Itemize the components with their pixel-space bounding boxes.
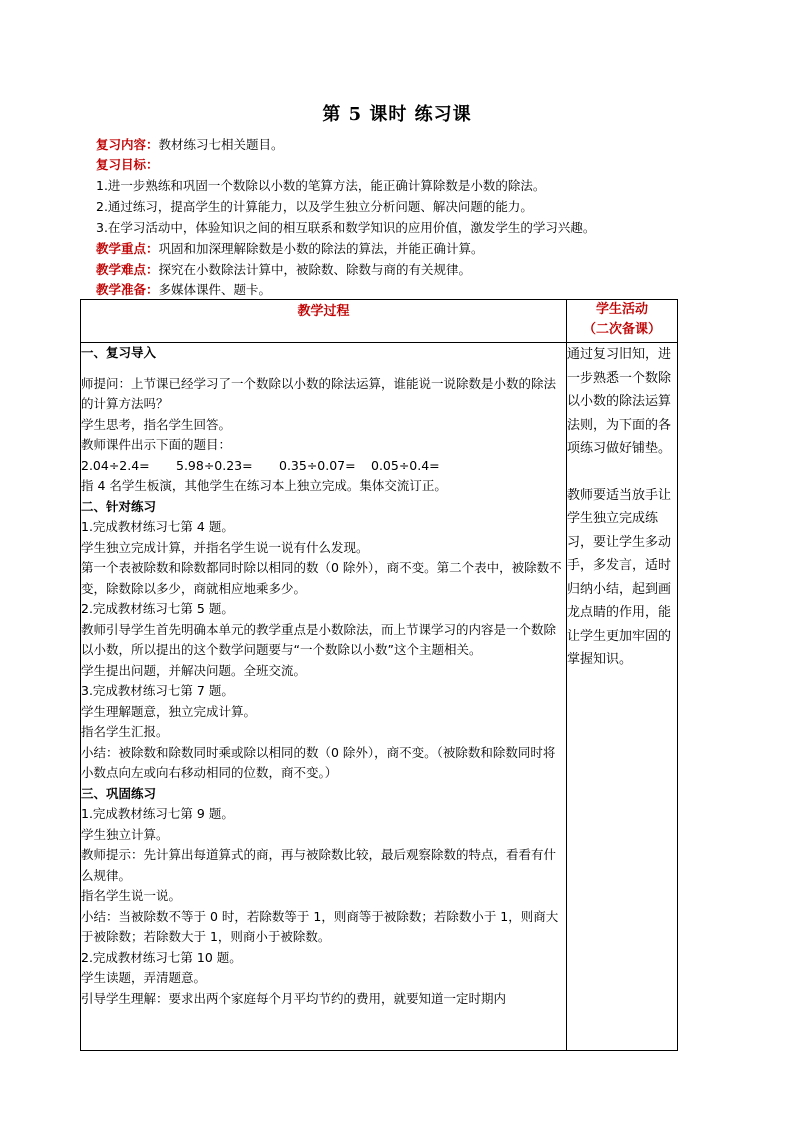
section-title: 三、巩固练习 xyxy=(81,785,157,801)
calc-row xyxy=(81,456,566,477)
paragraph: 2.完成教材练习七第 10 题。 xyxy=(81,949,242,965)
meta-review-content xyxy=(96,135,696,155)
meta-goal-2 xyxy=(96,197,696,217)
meta-text: 多媒体课件、题卡。 xyxy=(158,282,272,297)
paragraph: 2.完成教材练习七第 5 题。 xyxy=(81,601,234,616)
meta-label: 教学重点： xyxy=(96,241,159,256)
meta-label: 教学难点： xyxy=(96,262,159,277)
paragraph: 学生思考，指名学生回答。 xyxy=(81,416,232,432)
meta-label: 教学准备： xyxy=(96,282,159,297)
paragraph: 学生读题，弄清题意。 xyxy=(81,970,207,985)
meta-preparation xyxy=(96,280,696,300)
side-note: 通过复习旧知，进一步熟悉一个数除以小数的除法运算法则，为下面的各项练习做好铺垫。 xyxy=(567,347,672,456)
paragraph: 师提问：上节课已经学习了一个数除以小数的除法运算，谁能说一说除数是小数的除法的计算方法吗？ xyxy=(81,375,557,411)
paragraph: 指名学生说一说。 xyxy=(81,888,182,903)
meta-text: 3.在学习活动中，体验知识之间的相互联系和数学知识的应用价值，激发学生的学习兴趣。 xyxy=(96,220,596,235)
paragraph: 1.完成教材练习七第 9 题。 xyxy=(81,806,234,821)
side-note: 教师要适当放手让学生独立完成练习，要让学生多动手，多发言，适时归纳小结，起到画龙点睛的作用，能让学生更加牢固的掌握知识。 xyxy=(567,487,672,667)
meta-text: 巩固和加深理解除数是小数的除法的算法，并能正确计算。 xyxy=(158,241,484,256)
meta-goal-1 xyxy=(96,176,696,196)
paragraph: 小结：被除数和除数同时乘或除以相同的数（0 除外），商不变。（被除数和除数同时将小数点向左或向右移动相同的位数，商不变。） xyxy=(81,744,556,780)
meta-text: 探究在小数除法计算中，被除数、除数与商的有关规律。 xyxy=(158,262,472,277)
calc-item: 0.35÷0.07= xyxy=(279,457,356,473)
header-line-2: （二次备课） xyxy=(582,322,661,337)
paragraph: 小结：当被除数不等于 0 时，若除数等于 1，则商等于被除数；若除数小于 1，则商大于被除数；若除数大于 1，则商小于被除数。 xyxy=(81,908,559,944)
paragraph: 教师提示：先计算出每道算式的商，再与被除数比较，最后观察除数的特点，看看有什么规律。 xyxy=(81,847,557,883)
student-activity-cell xyxy=(567,343,678,1051)
header-teaching-process: 教学过程 xyxy=(81,300,567,343)
process-cell xyxy=(81,343,567,1051)
paragraph: 学生独立完成计算，并指名学生说一说有什么发现。 xyxy=(81,539,369,555)
meta-label: 复习内容： xyxy=(96,137,159,152)
paragraph: 引导学生理解：要求出两个家庭每个月平均节约的费用，就要知道一定时期内 xyxy=(81,990,507,1006)
paragraph: 第一个表被除数和除数都同时除以相同的数（0 除外），商不变。第二个表中，被除数不变，除数除以多少，商就相应地乘多少。 xyxy=(81,560,562,596)
calc-item: 5.98÷0.23= xyxy=(176,457,253,473)
meta-text: 1.进一步熟练和巩固一个数除以小数的笔算方法，能正确计算除数是小数的除法。 xyxy=(96,178,546,193)
paragraph: 指名学生汇报。 xyxy=(81,724,169,739)
meta-review-goals xyxy=(96,155,696,175)
meta-difficulty xyxy=(96,260,696,280)
calc-item: 0.05÷0.4= xyxy=(371,457,440,473)
paragraph: 教师课件出示下面的题目： xyxy=(81,437,232,452)
section-title: 一、复习导入 xyxy=(81,345,157,360)
meta-text: 教材练习七相关题目。 xyxy=(158,137,284,152)
calc-item: 2.04÷2.4= xyxy=(81,457,150,473)
meta-text: 2.通过练习，提高学生的计算能力，以及学生独立分析问题、解决问题的能力。 xyxy=(96,199,533,214)
paragraph: 3.完成教材练习七第 7 题。 xyxy=(81,683,234,698)
header-line-1: 学生活动 xyxy=(595,302,648,317)
paragraph: 学生理解题意，独立完成计算。 xyxy=(81,703,257,719)
paragraph: 指 4 名学生板演，其他学生在练习本上独立完成。集体交流订正。 xyxy=(81,478,447,493)
paragraph: 学生提出问题，并解决问题。全班交流。 xyxy=(81,662,307,678)
paragraph: 学生独立计算。 xyxy=(81,826,169,842)
meta-label: 复习目标： xyxy=(96,157,159,172)
paragraph: 教师引导学生首先明确本单元的教学重点是小数除法，而上节课学习的内容是一个数除以小数，所以提出的这个数学问题要与“一个数除以小数”这个主题相关。 xyxy=(81,621,557,657)
meta-goal-3 xyxy=(96,218,696,238)
page-title: 第 5 课时 练习课 xyxy=(322,104,472,125)
meta-key-point xyxy=(96,239,696,259)
section-title: 二、针对练习 xyxy=(81,498,157,514)
paragraph: 1.完成教材练习七第 4 题。 xyxy=(81,519,234,534)
header-student-activity xyxy=(567,300,678,343)
lesson-table xyxy=(80,299,678,1051)
